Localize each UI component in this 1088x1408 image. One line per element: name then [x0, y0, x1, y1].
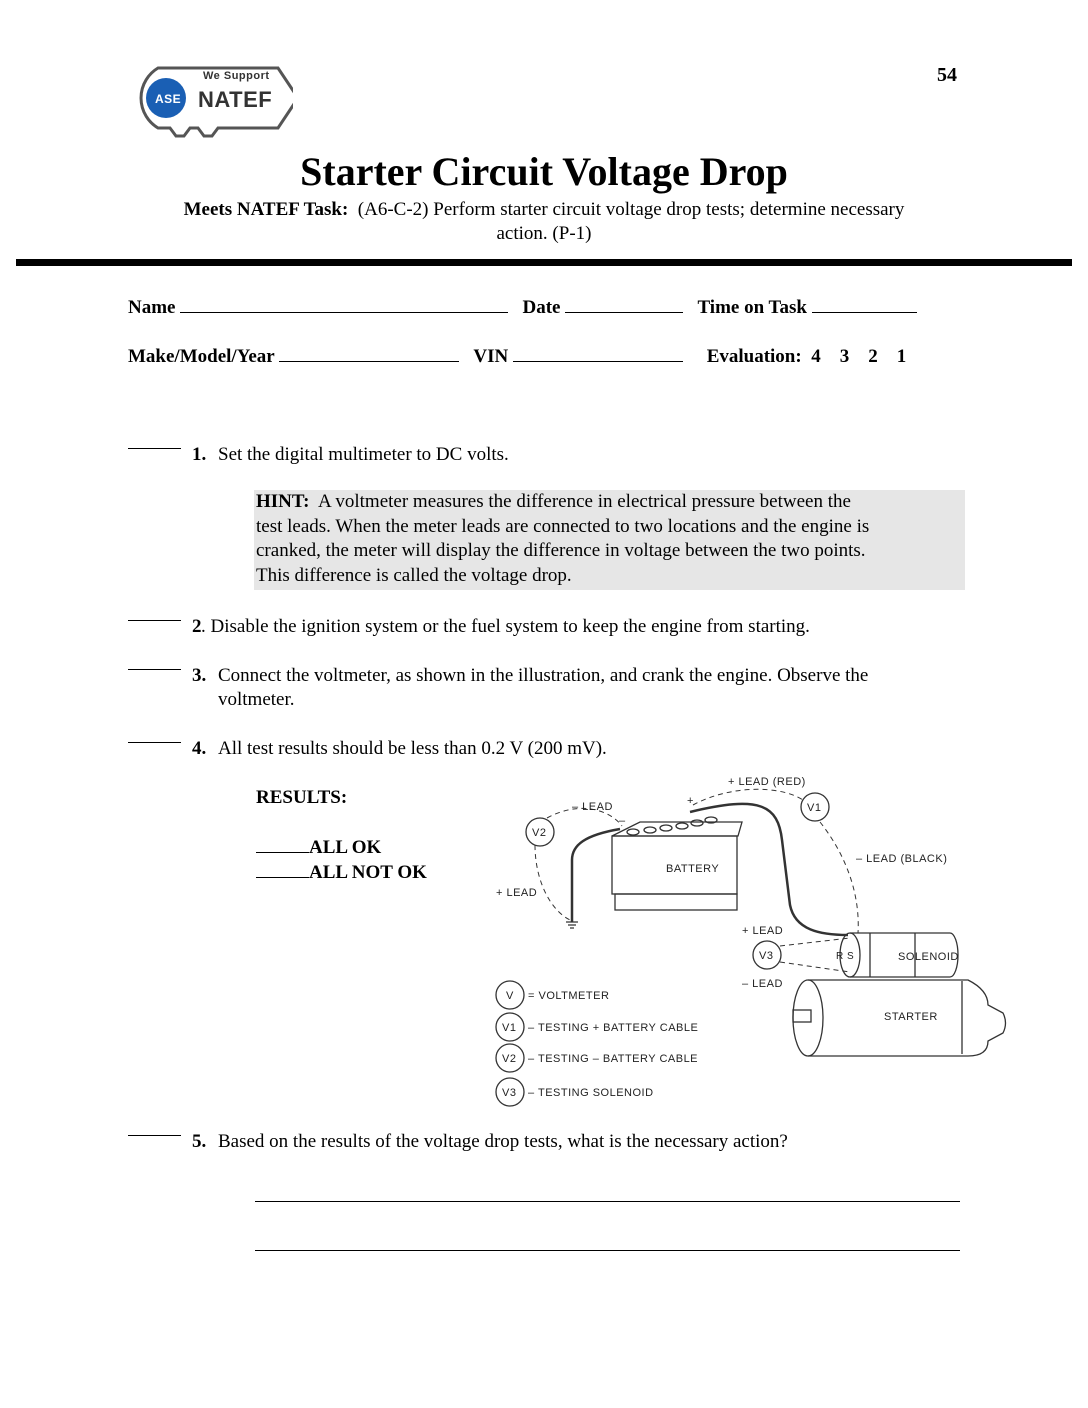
step-1-text: Set the digital multimeter to DC volts. [218, 444, 509, 465]
diagram-label: = VOLTMETER [528, 990, 610, 1002]
task-line-1: Meets NATEF Task: (A6-C-2) Perform starter circuit voltage drop tests; determine necessary [183, 199, 905, 220]
diagram-label: V1 [502, 1022, 517, 1034]
step-2-text: . Disable the ignition system or the fuel system to keep the engine from starting. [201, 616, 810, 637]
step-2-number: 2 [192, 616, 202, 637]
name-row: Name Date Time on Task [128, 296, 917, 319]
diagram-label: STARTER [884, 1011, 938, 1023]
step-5-text: Based on the results of the voltage drop tests, what is the necessary action? [218, 1131, 788, 1152]
diagram-label: + LEAD [742, 925, 784, 937]
step-3-number: 3. [192, 665, 207, 686]
diagram-label: – TESTING SOLENOID [528, 1087, 654, 1099]
diagram-label: – LEAD [572, 801, 613, 813]
step-3-text: Connect the voltmeter, as shown in the illustration, and crank the engine. Observe the [218, 665, 869, 686]
results-heading: RESULTS: [256, 787, 348, 808]
diagram-label: V3 [759, 950, 774, 962]
diagram-label: + [687, 795, 694, 807]
diagram-label: – TESTING + BATTERY CABLE [528, 1022, 699, 1034]
step-4-number: 4. [192, 738, 207, 759]
step-3-text-cont: voltmeter. [218, 689, 295, 710]
answer-line-2[interactable] [255, 1250, 960, 1251]
step-5-check[interactable] [128, 1135, 181, 1136]
diagram-label: ASE [155, 92, 182, 106]
diagram-label: – LEAD [742, 978, 783, 990]
page-title: Starter Circuit Voltage Drop [300, 149, 788, 194]
score-2[interactable]: 2 [868, 346, 878, 367]
hint-box: HINT: A voltmeter measures the difference in electrical pressure between the test leads. When the meter leads are connected to two locations and the engine is cranked, the meter will display the difference in voltage between the two points. This difference is called the voltage drop. [254, 490, 965, 590]
diagram-label: V2 [502, 1053, 517, 1065]
page-number: 54 [937, 64, 957, 86]
diagram-label: + LEAD [496, 887, 538, 899]
diagram-label: + LEAD (RED) [728, 776, 806, 788]
diagram-label: V [506, 990, 514, 1002]
result-all-not-ok: ALL NOT OK [256, 861, 427, 884]
step-5-number: 5. [192, 1131, 207, 1152]
task-line-2: action. (P-1) [496, 223, 592, 244]
diagram-label: – LEAD (BLACK) [856, 853, 948, 865]
diagram-label: V2 [532, 827, 547, 839]
step-4-text: All test results should be less than 0.2 V (200 mV). [218, 738, 607, 759]
vehicle-row: Make/Model/Year VIN Evaluation: 4 3 2 1 [128, 346, 907, 367]
diagram-label: – TESTING – BATTERY CABLE [528, 1053, 699, 1065]
step-1-number: 1. [192, 444, 207, 465]
diagram-label: We Support [203, 70, 270, 82]
score-3[interactable]: 3 [839, 346, 850, 367]
answer-line-1[interactable] [255, 1201, 960, 1202]
diagram-label: – [619, 815, 626, 827]
score-4[interactable]: 4 [811, 346, 821, 367]
score-1[interactable]: 1 [896, 346, 907, 367]
diagram-label: SOLENOID [898, 951, 959, 963]
diagram-label: V1 [807, 802, 822, 814]
diagram-label: R S [836, 951, 855, 962]
diagram-label: BATTERY [666, 863, 720, 875]
result-all-ok: ALL OK [256, 836, 381, 859]
diagram-label: V3 [502, 1087, 517, 1099]
diagram-label: NATEF [198, 87, 273, 112]
